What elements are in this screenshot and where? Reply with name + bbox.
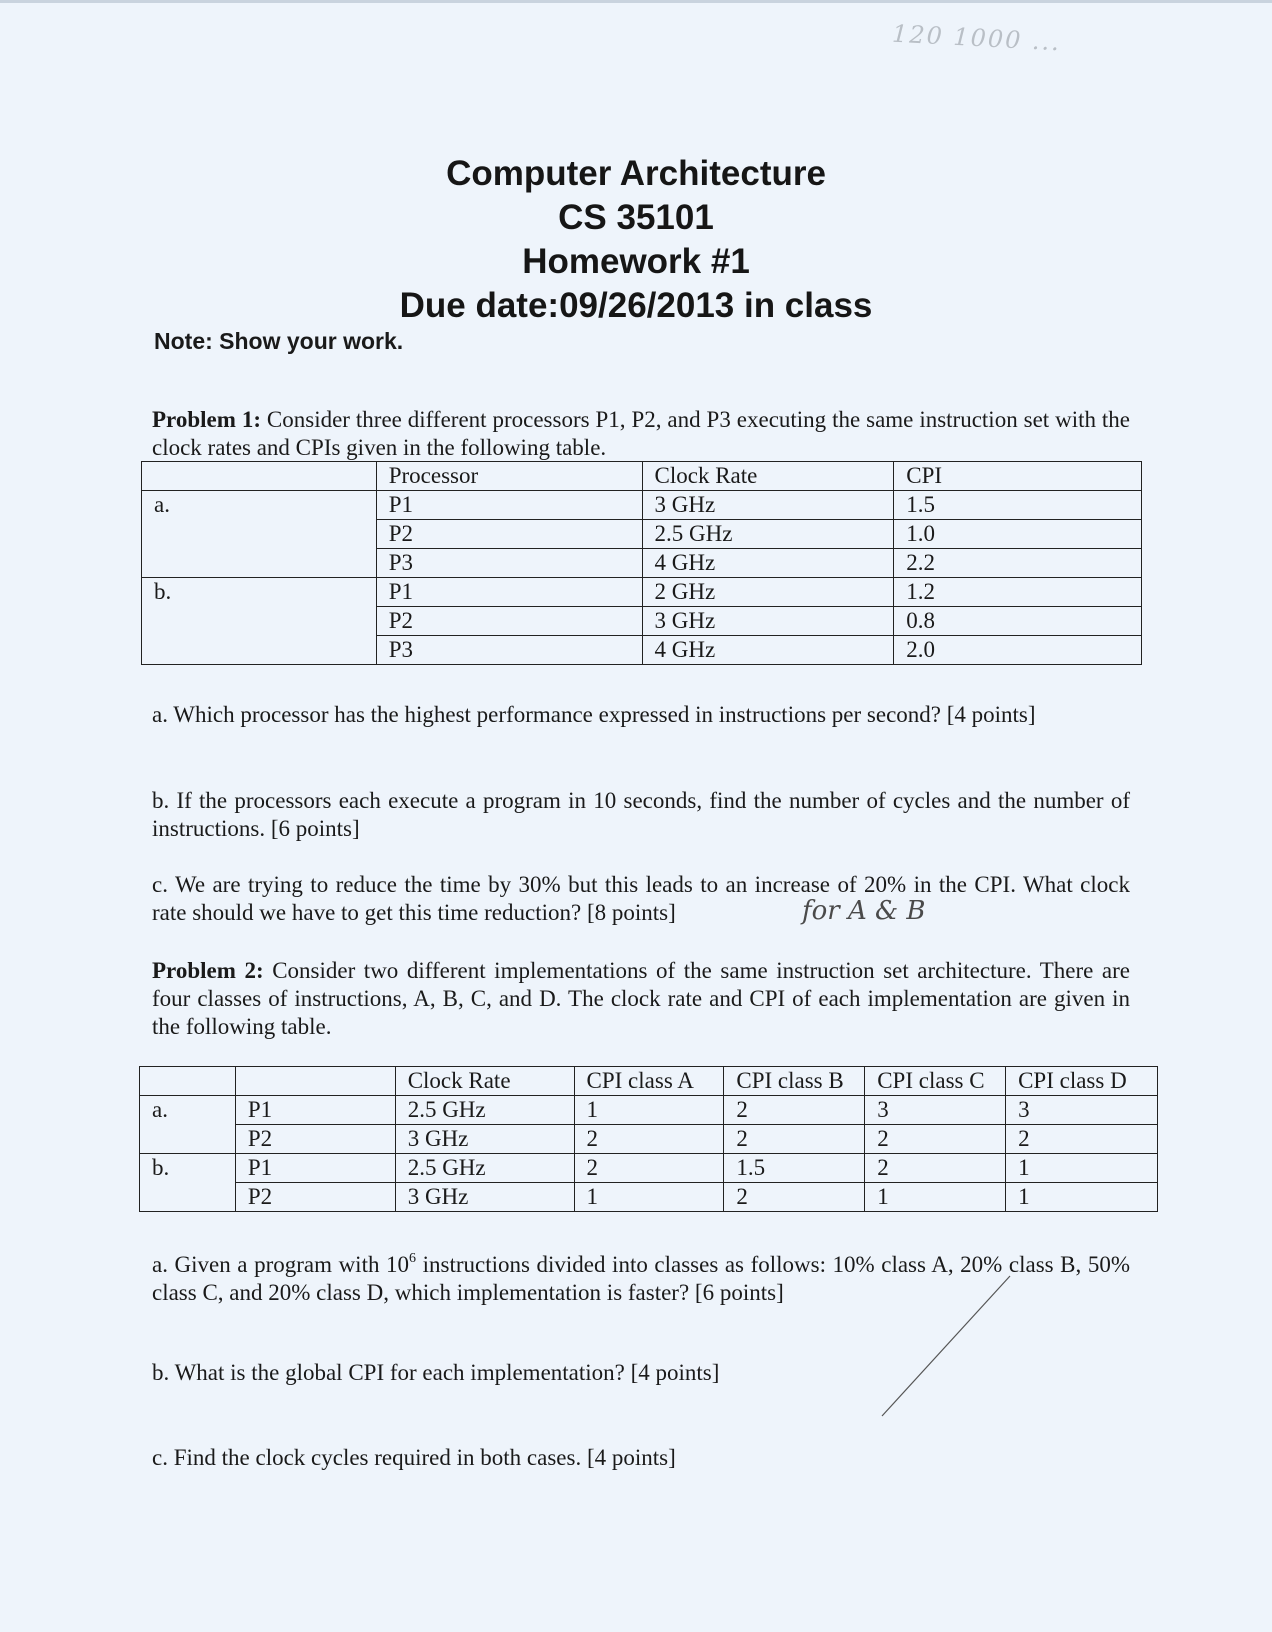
table-row (142, 636, 1142, 665)
problem1-label: Problem 1: (152, 407, 261, 432)
handwritten-note: for A & B (802, 896, 926, 926)
problem1-question-a: a. Which processor has the highest performance expressed in instructions per second? [4 points] (152, 702, 1036, 727)
table-cell: P2 (235, 1125, 395, 1154)
table-row (142, 578, 1142, 607)
table-cell: 3 GHz (642, 607, 894, 636)
table-cell: 0.8 (894, 607, 1142, 636)
table-cell: 1 (574, 1183, 724, 1212)
table-cell (142, 462, 377, 491)
assignment-title: Homework #1 (522, 242, 750, 281)
pen-stroke (880, 1272, 1020, 1422)
table-cell: 2 (724, 1096, 865, 1125)
problem1-intro-text: Consider three different processors P1, P2, and P3 executing the same instruction set with the clock rates and CPIs given in the following table. (152, 407, 1131, 460)
table-cell: 2 (865, 1125, 1006, 1154)
table-cell: P3 (376, 636, 642, 665)
table-cell: 2.5 GHz (642, 520, 894, 549)
problem1-intro (152, 406, 1130, 462)
table-cell: b. (142, 578, 377, 607)
table-cell: P3 (376, 549, 642, 578)
table-cell: 1.5 (724, 1154, 865, 1183)
problem2-question-b: b. What is the global CPI for each implementation? [4 points] (152, 1360, 720, 1385)
table-cell: P2 (235, 1183, 395, 1212)
problem2-question-a-post: instructions divided into classes as follows: 10% class A, 20% class B, 50% class C, and 20% class D, which implementation is faster? [6 points] (152, 1252, 1131, 1305)
table-cell: b. (140, 1154, 236, 1183)
table-cell: 3 GHz (395, 1125, 574, 1154)
table-cell: 2 (724, 1183, 865, 1212)
table-row (140, 1096, 1158, 1125)
table-cell: 2 GHz (642, 578, 894, 607)
table-cell: 2 (724, 1125, 865, 1154)
table-cell: a. (142, 491, 377, 520)
problem1-question-b: b. If the processors each execute a program in 10 seconds, find the number of cycles and the number of instructions. [6 points] (152, 788, 1130, 841)
table-cell: P1 (235, 1154, 395, 1183)
table-header-row (142, 462, 1142, 491)
note: Note: Show your work. (154, 328, 404, 354)
table-row (140, 1183, 1158, 1212)
table-cell: 3 GHz (395, 1183, 574, 1212)
table-cell: 3 (865, 1096, 1006, 1125)
table-row (142, 607, 1142, 636)
scan-edge (0, 0, 1272, 3)
corner-scribble: 120 1000 ... (891, 19, 1062, 57)
table-cell (140, 1125, 236, 1154)
table-cell: 2.0 (894, 636, 1142, 665)
table-cell: CPI (894, 462, 1142, 491)
problem2-table (139, 1066, 1158, 1212)
table-cell (142, 520, 377, 549)
table-header-row (140, 1067, 1158, 1096)
table-cell: P2 (376, 607, 642, 636)
table-cell: Processor (376, 462, 642, 491)
table-cell: 4 GHz (642, 549, 894, 578)
table-cell: CPI class D (1006, 1067, 1158, 1096)
table-cell: 2.5 GHz (395, 1096, 574, 1125)
table-cell (140, 1183, 236, 1212)
course-title: Computer Architecture (446, 154, 826, 193)
table-cell: 1 (865, 1183, 1006, 1212)
table-cell: 4 GHz (642, 636, 894, 665)
table-cell: 3 GHz (642, 491, 894, 520)
table-cell: 1 (1006, 1154, 1158, 1183)
problem2-intro (152, 957, 1130, 1041)
table-cell: CPI class A (574, 1067, 724, 1096)
table-row (140, 1154, 1158, 1183)
table-cell: 3 (1006, 1096, 1158, 1125)
problem2-question-c: c. Find the clock cycles required in both cases. [4 points] (152, 1445, 676, 1470)
table-cell: 1 (1006, 1183, 1158, 1212)
table-row (142, 549, 1142, 578)
table-cell: 1 (574, 1096, 724, 1125)
table-cell: CPI class B (724, 1067, 865, 1096)
problem2-label: Problem 2: (152, 958, 264, 983)
table-cell (140, 1067, 236, 1096)
table-cell: 2 (865, 1154, 1006, 1183)
table-cell: 2 (574, 1125, 724, 1154)
table-cell: 2.5 GHz (395, 1154, 574, 1183)
table-cell: P1 (376, 578, 642, 607)
table-cell: 1.5 (894, 491, 1142, 520)
table-cell: Clock Rate (395, 1067, 574, 1096)
course-code: CS 35101 (558, 198, 714, 237)
table-cell: P1 (376, 491, 642, 520)
table-cell: 1.0 (894, 520, 1142, 549)
table-cell: 1.2 (894, 578, 1142, 607)
table-cell: 2.2 (894, 549, 1142, 578)
table-row (140, 1125, 1158, 1154)
table-cell: 2 (574, 1154, 724, 1183)
problem1-table (141, 461, 1142, 665)
table-cell: P2 (376, 520, 642, 549)
exponent: 6 (409, 1251, 417, 1266)
document-header (0, 152, 1272, 328)
problem1-question-c: c. We are trying to reduce the time by 30% but this leads to an increase of 20% in the CPI. What clock rate should we have to get this time reduction? [8 points] (152, 872, 1130, 925)
problem2-question-a-pre: a. Given a program with 10 (152, 1252, 410, 1277)
due-date: Due date:09/26/2013 in class (399, 286, 873, 325)
table-cell: Clock Rate (642, 462, 894, 491)
table-row (142, 491, 1142, 520)
table-cell (142, 607, 377, 636)
table-cell (235, 1067, 395, 1096)
problem2-intro-text: Consider two different implementations of the same instruction set architecture. There are four classes of instructions, A, B, C, and D. The clock rate and CPI of each implementation are given in the following table. (152, 958, 1130, 1039)
table-cell: CPI class C (865, 1067, 1006, 1096)
table-cell (142, 636, 377, 665)
table-cell: P1 (235, 1096, 395, 1125)
table-row (142, 520, 1142, 549)
table-cell: a. (140, 1096, 236, 1125)
table-cell: 2 (1006, 1125, 1158, 1154)
table-cell (142, 549, 377, 578)
